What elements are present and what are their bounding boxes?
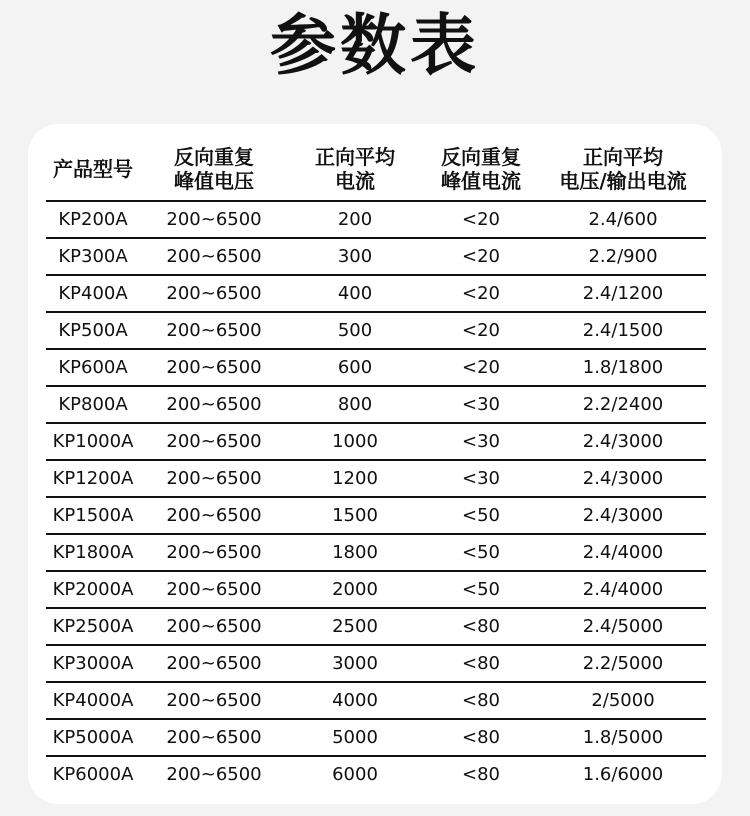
table-row [46, 571, 706, 608]
model-cell: KP400A [46, 275, 140, 312]
forward-voltage-output-current-cell: 1.8/5000 [540, 719, 706, 756]
forward-voltage-output-current-cell: 2.4/5000 [540, 608, 706, 645]
forward-average-current-cell: 200 [288, 201, 422, 238]
forward-average-current-cell: 300 [288, 238, 422, 275]
forward-average-current-cell: 5000 [288, 719, 422, 756]
reverse-peak-current-cell: <20 [422, 312, 540, 349]
reverse-peak-current-cell: <20 [422, 275, 540, 312]
forward-average-current-cell: 1500 [288, 497, 422, 534]
table-row [46, 386, 706, 423]
table-row [46, 719, 706, 756]
model-cell: KP6000A [52, 764, 134, 785]
model-cell: KP2000A [46, 571, 140, 608]
reverse-peak-current-cell: <80 [422, 719, 540, 756]
table-row [46, 275, 706, 312]
page-title: 参数表 [270, 7, 480, 84]
table-header-row [46, 138, 706, 201]
forward-average-current-cell: 1200 [288, 460, 422, 497]
header-reverse-peak-current-line2: 峰值电流 [441, 169, 521, 193]
table-row [46, 460, 706, 497]
header-forward-voltage-output-current-line1: 正向平均 [583, 145, 663, 169]
model-cell: KP1800A [46, 534, 140, 571]
reverse-peak-voltage-cell: 200~6500 [140, 275, 288, 312]
reverse-peak-current-cell: <30 [422, 386, 540, 423]
forward-voltage-output-current-cell: 2/5000 [540, 682, 706, 719]
forward-voltage-output-current-cell: 2.4/4000 [540, 534, 706, 571]
reverse-peak-current-cell: <80 [422, 645, 540, 682]
forward-average-current-cell: 500 [288, 312, 422, 349]
reverse-peak-voltage-cell: 200~6500 [166, 764, 262, 785]
header-reverse-peak-voltage [140, 138, 288, 201]
header-forward-voltage-output-current-line2: 电压/输出电流 [559, 169, 687, 193]
table-row [46, 534, 706, 571]
table-row [46, 349, 706, 386]
model-cell: KP3000A [46, 645, 140, 682]
reverse-peak-voltage-cell: 200~6500 [140, 312, 288, 349]
table-row [46, 312, 706, 349]
reverse-peak-voltage-cell: 200~6500 [140, 571, 288, 608]
model-cell: KP1200A [46, 460, 140, 497]
table-row [46, 645, 706, 682]
model-cell: KP800A [46, 386, 140, 423]
reverse-peak-current-cell: <80 [462, 764, 500, 785]
reverse-peak-current-cell: <30 [422, 460, 540, 497]
model-cell: KP1000A [46, 423, 140, 460]
reverse-peak-voltage-cell: 200~6500 [140, 608, 288, 645]
forward-voltage-output-current-cell: 2.2/900 [540, 238, 706, 275]
reverse-peak-voltage-cell: 200~6500 [140, 682, 288, 719]
parameter-table [46, 138, 706, 792]
forward-average-current-cell: 1800 [288, 534, 422, 571]
forward-average-current-cell: 2500 [288, 608, 422, 645]
forward-voltage-output-current-cell: 1.6/6000 [582, 764, 664, 785]
table-row [46, 682, 706, 719]
model-cell: KP500A [46, 312, 140, 349]
forward-average-current-cell: 800 [288, 386, 422, 423]
reverse-peak-current-cell: <50 [422, 497, 540, 534]
model-cell: KP200A [46, 201, 140, 238]
forward-voltage-output-current-cell: 2.4/3000 [540, 497, 706, 534]
reverse-peak-current-cell: <20 [422, 201, 540, 238]
forward-voltage-output-current-cell: 2.4/600 [540, 201, 706, 238]
reverse-peak-voltage-cell: 200~6500 [140, 645, 288, 682]
reverse-peak-current-cell: <30 [422, 423, 540, 460]
header-forward-average-current-line1: 正向平均 [315, 145, 395, 169]
model-cell: KP1500A [46, 497, 140, 534]
model-cell: KP600A [46, 349, 140, 386]
reverse-peak-current-cell: <20 [422, 349, 540, 386]
table-row [46, 238, 706, 275]
forward-average-current-cell: 3000 [288, 645, 422, 682]
table-row [46, 497, 706, 534]
table-body [46, 201, 706, 792]
forward-average-current-cell: 6000 [332, 764, 378, 785]
reverse-peak-voltage-cell: 200~6500 [140, 534, 288, 571]
model-cell: KP300A [46, 238, 140, 275]
reverse-peak-current-cell: <50 [422, 534, 540, 571]
model-cell: KP4000A [46, 682, 140, 719]
parameter-card [28, 124, 722, 804]
table-row [46, 201, 706, 238]
header-model-label: 产品型号 [53, 157, 133, 181]
header-reverse-peak-current-line1: 反向重复 [441, 145, 521, 169]
forward-voltage-output-current-cell: 1.8/1800 [540, 349, 706, 386]
reverse-peak-current-cell: <80 [422, 682, 540, 719]
forward-average-current-cell: 2000 [288, 571, 422, 608]
header-reverse-peak-current [422, 138, 540, 201]
reverse-peak-voltage-cell: 200~6500 [140, 201, 288, 238]
reverse-peak-voltage-cell: 200~6500 [140, 423, 288, 460]
model-cell: KP2500A [46, 608, 140, 645]
forward-average-current-cell: 1000 [288, 423, 422, 460]
forward-voltage-output-current-cell: 2.2/5000 [540, 645, 706, 682]
forward-voltage-output-current-cell: 2.4/3000 [540, 423, 706, 460]
table-row [46, 756, 706, 792]
table-row [46, 423, 706, 460]
reverse-peak-voltage-cell: 200~6500 [140, 238, 288, 275]
forward-voltage-output-current-cell: 2.2/2400 [540, 386, 706, 423]
forward-voltage-output-current-cell: 2.4/3000 [540, 460, 706, 497]
header-model [46, 138, 140, 201]
forward-average-current-cell: 4000 [288, 682, 422, 719]
reverse-peak-voltage-cell: 200~6500 [140, 719, 288, 756]
forward-voltage-output-current-cell: 2.4/4000 [540, 571, 706, 608]
reverse-peak-voltage-cell: 200~6500 [140, 460, 288, 497]
reverse-peak-voltage-cell: 200~6500 [140, 386, 288, 423]
reverse-peak-voltage-cell: 200~6500 [140, 349, 288, 386]
header-forward-voltage-output-current [540, 138, 706, 201]
header-forward-average-current [288, 138, 422, 201]
header-reverse-peak-voltage-line1: 反向重复 [174, 145, 254, 169]
header-reverse-peak-voltage-line2: 峰值电压 [174, 169, 254, 193]
forward-voltage-output-current-cell: 2.4/1200 [540, 275, 706, 312]
header-forward-average-current-line2: 电流 [335, 169, 375, 193]
forward-average-current-cell: 600 [288, 349, 422, 386]
reverse-peak-current-cell: <20 [422, 238, 540, 275]
forward-voltage-output-current-cell: 2.4/1500 [540, 312, 706, 349]
reverse-peak-current-cell: <80 [422, 608, 540, 645]
reverse-peak-current-cell: <50 [422, 571, 540, 608]
model-cell: KP5000A [46, 719, 140, 756]
table-row [46, 608, 706, 645]
reverse-peak-voltage-cell: 200~6500 [140, 497, 288, 534]
forward-average-current-cell: 400 [288, 275, 422, 312]
